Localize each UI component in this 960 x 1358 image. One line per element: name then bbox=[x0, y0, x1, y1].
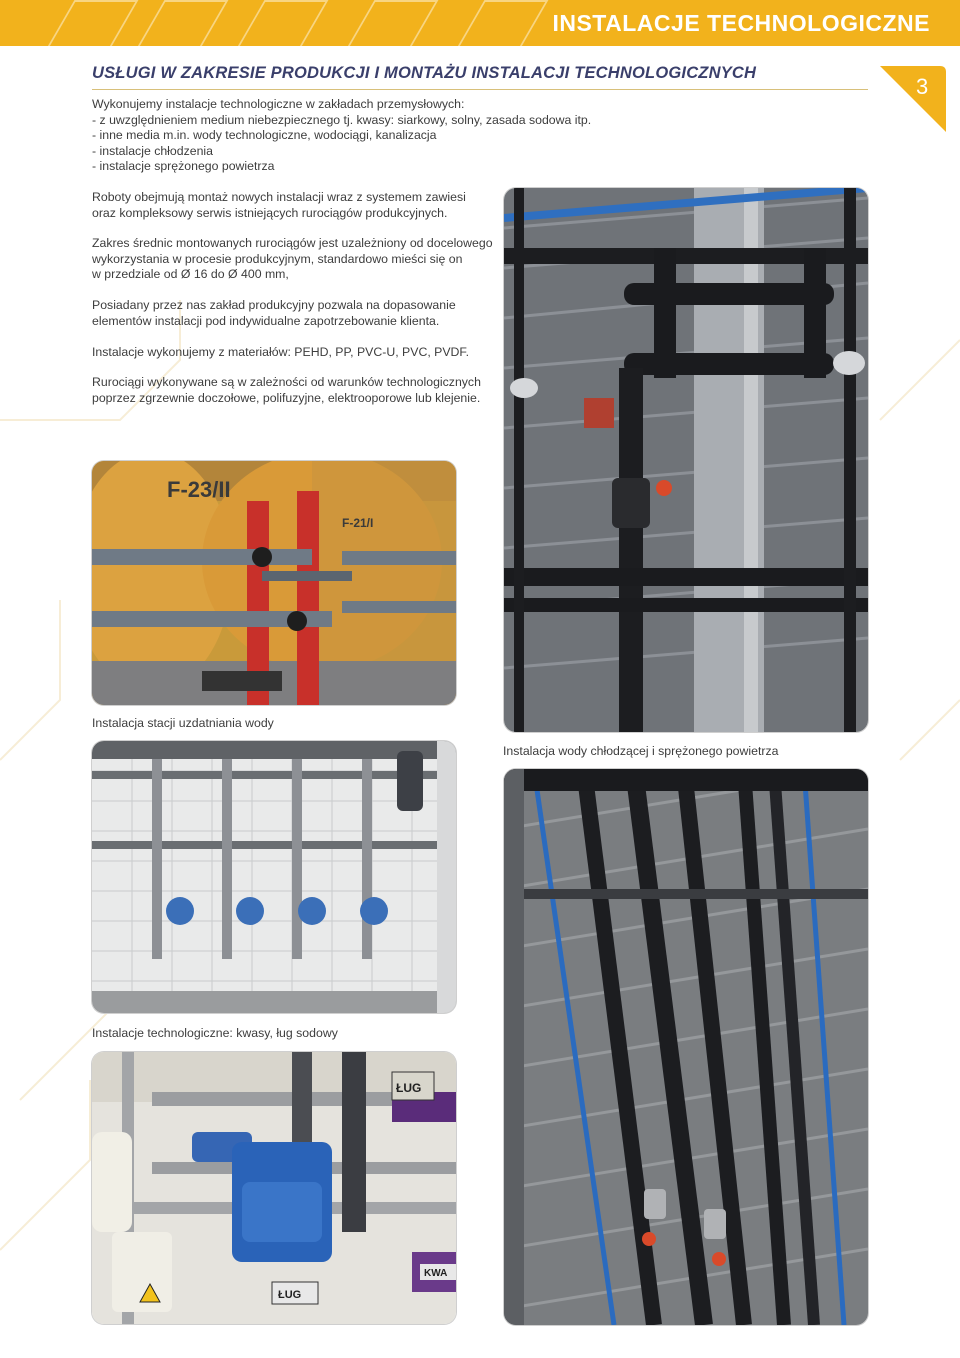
joining-line: Rurociągi wykonywane są w zależności od warunków technologicznych bbox=[92, 375, 481, 389]
production-line: Posiadany przez nas zakład produkcyjny pozwala na dopasowanie bbox=[92, 298, 456, 312]
page-number: 3 bbox=[916, 74, 929, 99]
scope-line: oraz kompleksowy serwis istniejących rurociągów produkcyjnych. bbox=[92, 205, 448, 220]
production-line: elementów instalacji pod indywidualne zapotrzebowanie klienta. bbox=[92, 313, 440, 328]
scope-paragraph bbox=[92, 190, 512, 221]
materials-paragraph bbox=[92, 345, 512, 361]
intro-line: - inne media m.in. wody technologiczne, wodociągi, kanalizacja bbox=[92, 128, 437, 142]
diameter-line: Zakres średnic montowanych rurociągów jest uzależniony od docelowego bbox=[92, 236, 493, 250]
scope-line: Roboty obejmują montaż nowych instalacji wraz z systemem zawiesi bbox=[92, 190, 466, 204]
caption-cooling-compressed-air: Instalacja wody chłodzącej i sprężonego powietrza bbox=[503, 744, 779, 758]
photo-overhead-pipes bbox=[504, 769, 868, 1325]
page-tab bbox=[880, 64, 948, 132]
diameter-line: w przedziale od Ø 16 do Ø 400 mm, bbox=[92, 267, 289, 281]
photo-water-treatment-station bbox=[92, 461, 456, 705]
photo-acid-lye-installation bbox=[92, 741, 456, 1013]
intro-paragraph bbox=[92, 97, 592, 175]
pipe-label: KWA bbox=[424, 1268, 448, 1279]
photo-dosing-pumps bbox=[92, 1052, 456, 1324]
caption-water-treatment: Instalacja stacji uzdatniania wody bbox=[92, 716, 274, 730]
title-divider bbox=[92, 89, 868, 90]
tank-label: F-21/I bbox=[342, 516, 374, 530]
caption-acid-lye: Instalacje technologiczne: kwasy, ług sodowy bbox=[92, 1026, 338, 1040]
joining-paragraph bbox=[92, 375, 512, 406]
header-band bbox=[0, 0, 960, 46]
pipe-label: ŁUG bbox=[278, 1289, 302, 1301]
diameter-paragraph bbox=[92, 236, 512, 283]
photo-cooling-compressed-air bbox=[504, 188, 868, 732]
section-title: USŁUGI W ZAKRESIE PRODUKCJI I MONTAŻU INSTALACJI TECHNOLOGICZNYCH bbox=[92, 64, 757, 82]
production-paragraph bbox=[92, 298, 512, 329]
materials-line: Instalacje wykonujemy z materiałów: PEHD, PP, PVC-U, PVC, PVDF. bbox=[92, 345, 469, 359]
intro-line: - z uwzględnieniem medium niebezpiecznego tj. kwasy: siarkowy, solny, zasada sodowa itp. bbox=[92, 112, 592, 127]
joining-line: poprzez zgrzewnie doczołowe, polifuzyjne, elektrooporowe lub klejenie. bbox=[92, 390, 481, 405]
diameter-line: wykorzystania w procesie produkcyjnym, standardowo mieści się on bbox=[92, 251, 463, 266]
intro-line: - instalacje chłodzenia bbox=[92, 143, 213, 158]
pipe-label: ŁUG bbox=[396, 1081, 422, 1095]
tank-label: F-23/II bbox=[167, 477, 231, 502]
intro-line: - instalacje sprężonego powietrza bbox=[92, 159, 275, 173]
intro-line: Wykonujemy instalacje technologiczne w zakładach przemysłowych: bbox=[92, 97, 465, 111]
header-title: INSTALACJE TECHNOLOGICZNE bbox=[552, 10, 930, 36]
